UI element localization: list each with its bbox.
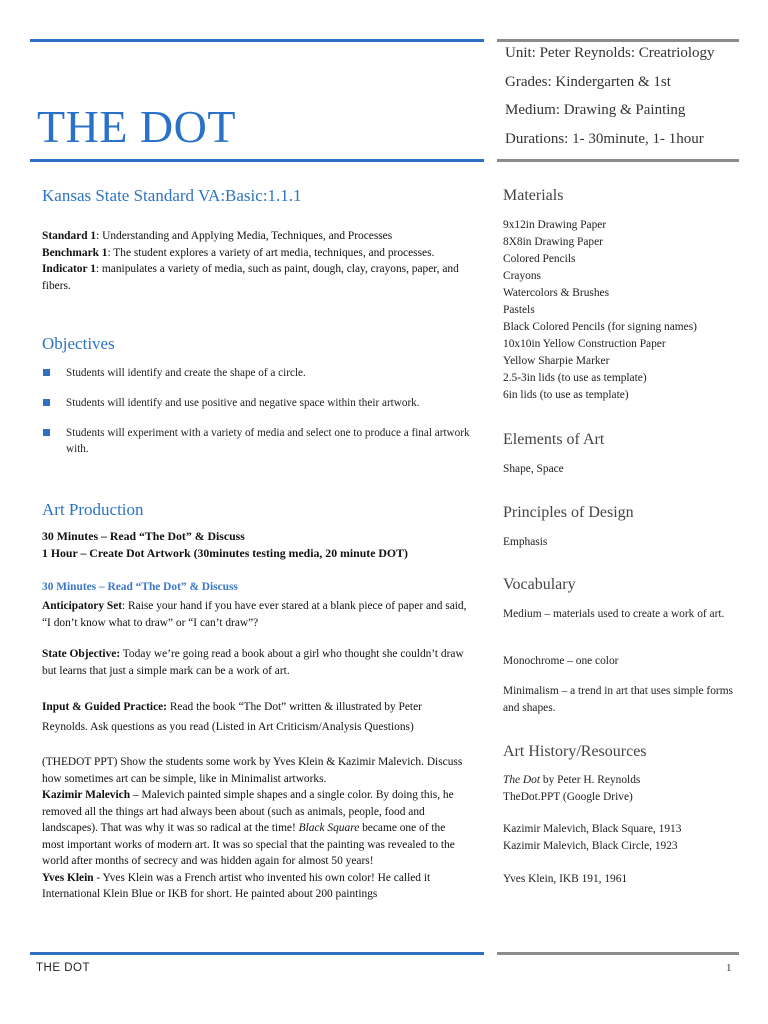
objective-item: Students will experiment with a variety of media and select one to produce a final artwork with. [42, 425, 470, 457]
vocab-monochrome: Monochrome – one color [503, 655, 619, 667]
ppt-paragraph: (THEDOT PPT) Show the students some work by Yves Klein & Kazimir Malevich. Discuss how sometimes art can be simple, like in Minimalist artworks. [42, 756, 463, 785]
material-item: Pastels [503, 304, 535, 316]
artist-discussion [42, 754, 470, 903]
bullet-square-icon [43, 399, 50, 406]
indicator-label: Indicator 1 [42, 263, 96, 275]
materials-list [503, 217, 743, 404]
footer-gray-rule [497, 952, 739, 955]
material-item: 10x10in Yellow Construction Paper [503, 338, 666, 350]
input-guided-practice: Input & Guided Practice: Read the book “The Dot” written & illustrated by Peter Reynolds. Ask questions as you read (Listed in Art Criticism/Analysis Questions) [42, 701, 422, 733]
resources-list [503, 772, 743, 806]
resource-klein: Yves Klein, IKB 191, 1961 [503, 873, 628, 885]
material-item: Watercolors & Brushes [503, 287, 610, 299]
page-title: THE DOT [37, 101, 236, 152]
principles-heading: Principles of Design [503, 504, 634, 521]
vocabulary-heading: Vocabulary [503, 576, 576, 593]
standard-heading: Kansas State Standard VA:Basic:1.1.1 [42, 186, 302, 205]
resources-malevich: Kazimir Malevich, Black Square, 1913 Kazimir Malevich, Black Circle, 1923 [503, 823, 682, 852]
resource-book: The Dot by Peter H. Reynolds [503, 774, 641, 786]
material-item: 8X8in Drawing Paper [503, 236, 603, 248]
material-item: Crayons [503, 270, 541, 282]
material-item: 6in lids (to use as template) [503, 389, 629, 401]
schedule-line-2: 1 Hour – Create Dot Artwork (30minutes testing media, 20 minute DOT) [42, 546, 408, 560]
material-item: 9x12in Drawing Paper [503, 219, 607, 231]
standard-line [42, 228, 470, 245]
material-item: Black Colored Pencils (for signing names) [503, 321, 697, 333]
vocab-medium: Medium – materials used to create a work of art. [503, 608, 725, 620]
schedule-line-1: 30 Minutes – Read “The Dot” & Discuss [42, 529, 245, 543]
footer-title: THE DOT [36, 962, 90, 974]
bullet-square-icon [43, 429, 50, 436]
durations-line: Durations: 1- 30minute, 1- 1hour [505, 130, 704, 147]
unit-info [505, 45, 740, 159]
page-number: 1 [726, 962, 732, 974]
bullet-square-icon [43, 369, 50, 376]
info-gray-rule [497, 159, 739, 162]
top-blue-rule [30, 39, 484, 42]
art-production-heading: Art Production [42, 500, 144, 519]
benchmark-text: : The student explores a variety of art media, techniques, and processes. [107, 246, 435, 259]
material-item: Colored Pencils [503, 253, 576, 265]
grades-line: Grades: Kindergarten & 1st [505, 73, 671, 90]
objectives-heading: Objectives [42, 334, 115, 353]
resources-heading: Art History/Resources [503, 743, 647, 760]
elements-text: Shape, Space [503, 463, 564, 475]
objective-item: Students will identify and create the shape of a circle. [42, 365, 470, 381]
standard-block [42, 228, 470, 294]
vocab-minimalism: Minimalism – a trend in art that uses simple forms and shapes. [503, 685, 733, 714]
unit-line: Unit: Peter Reynolds: Creatriology [505, 45, 715, 61]
standard-text: : Understanding and Applying Media, Techniques, and Processes [96, 230, 393, 242]
principles-text: Emphasis [503, 536, 548, 548]
benchmark-line [42, 245, 470, 262]
standard-label: Standard 1 [42, 230, 97, 242]
benchmark-label: Benchmark 1 [42, 246, 108, 259]
objectives-list [42, 365, 470, 471]
production-schedule [42, 528, 470, 562]
indicator-line [42, 261, 470, 294]
indicator-text: : manipulates a variety of media, such as paint, dough, clay, crayons, paper, and fibers. [42, 263, 459, 292]
objective-item: Students will identify and use positive and negative space within their artwork. [42, 395, 470, 411]
materials-heading: Materials [503, 187, 564, 204]
production-subheading: 30 Minutes – Read “The Dot” & Discuss [42, 581, 238, 593]
anticipatory-set: Anticipatory Set: Raise your hand if you have ever stared at a blank piece of paper and said, “I don’t know what to draw” or “I can’t draw”? [42, 600, 467, 629]
elements-heading: Elements of Art [503, 431, 605, 448]
klein-paragraph: Yves Klein - Yves Klein was a French artist who invented his own color! He called it International Klein Blue or IKB for short. He painted about 200 paintings [42, 871, 431, 900]
material-item: Yellow Sharpie Marker [503, 355, 610, 367]
malevich-paragraph: Kazimir Malevich – Malevich painted simple shapes and a single color. By doing this, he removed all the things art had always been about (such as animals, people, food and landscapes). That was why it was so radical at the time! Black Square became one of the most important works of modern art. It was so special that the painting was revealed to the world after months of secrecy and was hidden again for almost 50 years! [42, 789, 455, 867]
resource-ppt: TheDot.PPT (Google Drive) [503, 791, 633, 803]
footer-blue-rule [30, 952, 484, 955]
medium-line: Medium: Drawing & Painting [505, 102, 686, 118]
top-gray-rule [497, 39, 739, 42]
title-blue-rule [30, 159, 484, 162]
material-item: 2.5-3in lids (to use as template) [503, 372, 647, 384]
state-objective: State Objective: Today we’re going read a book about a girl who thought she couldn’t draw but learns that just a simple mark can be a work of art. [42, 648, 464, 677]
